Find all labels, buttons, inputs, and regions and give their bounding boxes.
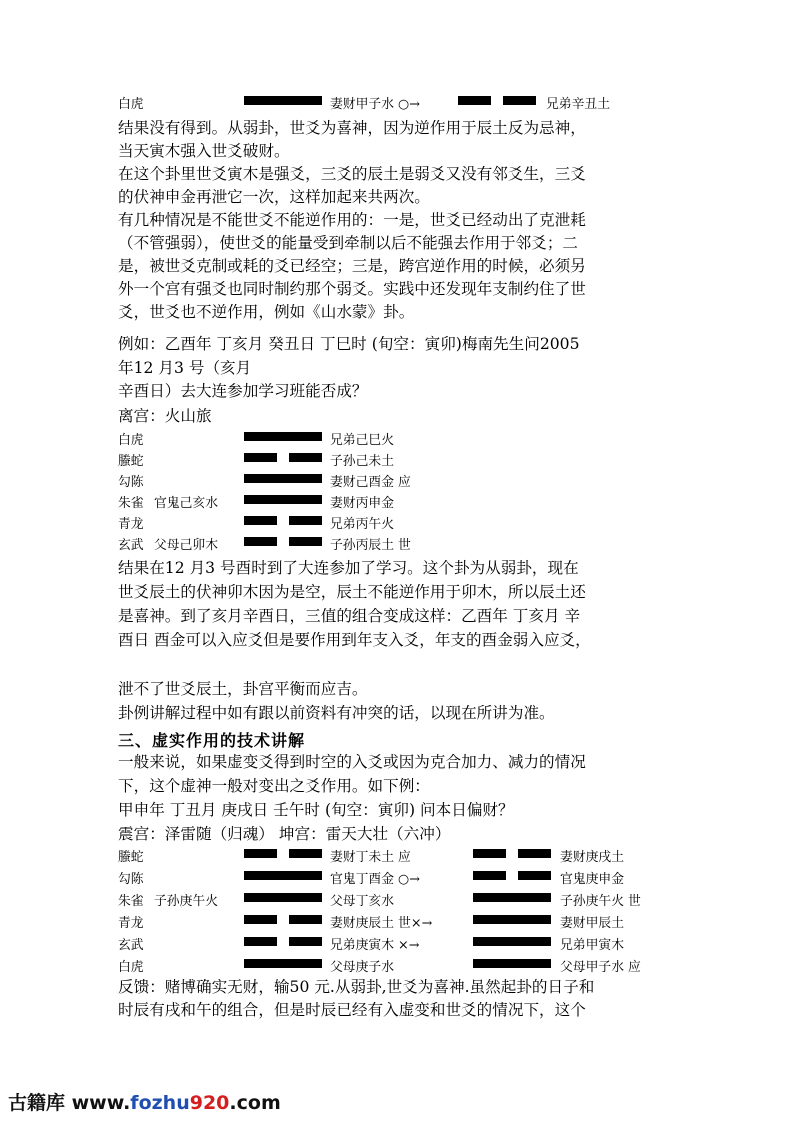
- hex-row: [118, 537, 518, 554]
- spirit-label: 玄武: [118, 538, 144, 553]
- hex-row: [118, 937, 678, 954]
- yang-line: [473, 937, 551, 946]
- section-heading: 三、虚实作用的技术讲解: [118, 731, 306, 750]
- yao-text: 兄弟庚寅木 ×→: [330, 938, 420, 953]
- hex-row: [118, 871, 678, 888]
- yin-line: [473, 849, 551, 858]
- yang-line: [244, 432, 322, 441]
- footer-site-name: 古籍库: [8, 1092, 72, 1114]
- yin-line: [244, 516, 322, 525]
- yang-line: [244, 871, 322, 880]
- paragraph-line: 下，这个虚神一般对变出之爻作用。如下例：: [118, 777, 430, 795]
- yao-text: 父母庚子水: [330, 960, 394, 975]
- paragraph-line: 外一个宫有强爻也同时制约那个弱爻。实践中还发现年支制约住了世: [118, 280, 586, 298]
- paragraph-line: （不管强弱），使世爻的能量受到牵制以后不能强去作用于邻爻；二: [118, 234, 579, 252]
- paragraph-line: 在这个卦里世爻寅木是强爻，三爻的辰土是弱爻又没有邻爻生，三爻: [118, 165, 586, 183]
- paragraph-line: 一般来说，如果虚变爻得到时空的入爻或因为克合加力、减力的情况: [118, 753, 586, 771]
- yang-line: [473, 893, 551, 902]
- hex-row: [118, 849, 678, 866]
- yang-line: [473, 959, 551, 968]
- spirit-label: 螣蛇: [118, 850, 144, 865]
- yang-line: [244, 495, 322, 504]
- yin-line: [244, 915, 322, 924]
- yao-text: 兄弟丙午火: [330, 517, 394, 532]
- yao-text: 兄弟甲寅木: [560, 938, 624, 953]
- yao-text: 妻财庚辰土 世×→: [330, 916, 433, 931]
- footer-url-number: 920: [189, 1092, 230, 1114]
- paragraph-line: 有几种情况是不能世爻不能逆作用的：一是，世爻已经动出了克泄耗: [118, 211, 586, 229]
- hex-row: [118, 959, 678, 976]
- yao-text: 妻财丙申金: [330, 496, 394, 511]
- spirit-label: 勾陈: [118, 475, 144, 490]
- yin-line: [244, 537, 322, 546]
- yao-text: 妻财己酉金 应: [330, 475, 411, 490]
- hidden-god: 官鬼己亥水: [154, 496, 218, 511]
- hex-row: [118, 893, 678, 910]
- footer-url-www: www.: [71, 1092, 131, 1114]
- hex-row: [118, 516, 518, 533]
- yang-line: [244, 474, 322, 483]
- paragraph-line: 例如：乙酉年 丁亥月 癸丑日 丁巳时 (旬空：寅卯)梅南先生问2005: [118, 335, 580, 353]
- palace-title: 离宫：火山旅: [118, 407, 212, 425]
- paragraph-line: 时辰有戌和午的组合，但是时辰已经有入虚变和世爻的情况下，这个: [118, 1001, 586, 1019]
- hidden-god: 子孙庚午火: [154, 894, 218, 909]
- yang-line: [473, 915, 551, 924]
- paragraph-line: 年12 月3 号（亥月: [118, 359, 252, 377]
- spirit-label: 白虎: [118, 433, 144, 448]
- yao-text: 官鬼庚申金: [560, 872, 624, 887]
- hex-row: [118, 432, 518, 449]
- yin-line: [244, 849, 322, 858]
- yao-text: 妻财丁未土 应: [330, 850, 411, 865]
- paragraph-line: 反馈：赌博确实无财，输50 元.从弱卦,世爻为喜神.虽然起卦的日子和: [118, 978, 595, 996]
- yao-text: 子孙己未土: [330, 454, 394, 469]
- hidden-god: 父母己卯木: [154, 538, 218, 553]
- yin-line: [458, 96, 536, 105]
- spirit-label: 青龙: [118, 916, 144, 931]
- spirit-label: 勾陈: [118, 872, 144, 887]
- spirit-label: 白虎: [118, 97, 144, 112]
- paragraph-line: 当天寅木强入世爻破财。: [118, 142, 290, 160]
- spirit-label: 朱雀: [118, 894, 144, 909]
- yao-text: 子孙庚午火 世: [560, 894, 641, 909]
- hex-row: [118, 915, 678, 932]
- paragraph-line: 卦例讲解过程中如有跟以前资料有冲突的话，以现在所讲为准。: [118, 704, 555, 722]
- paragraph-line: 辛酉日）去大连参加学习班能否成？: [118, 382, 368, 400]
- paragraph-line: 的伏神申金再泄它一次，这样加起来共两次。: [118, 188, 430, 206]
- paragraph-line: 结果在12 月3 号酉时到了大连参加了学习。这个卦为从弱卦，现在: [118, 559, 579, 577]
- yao-text: 父母甲子水 应: [560, 960, 641, 975]
- yao-text: 妻财甲辰土: [560, 916, 624, 931]
- yao-text: 妻财庚戌土: [560, 850, 624, 865]
- spirit-label: 白虎: [118, 960, 144, 975]
- paragraph-line: 世爻辰土的伏神卯木因为是空，辰土不能逆作用于卯木，所以辰土还: [118, 583, 586, 601]
- spirit-label: 朱雀: [118, 496, 144, 511]
- hex-row: [118, 495, 518, 512]
- paragraph-line: 泄不了世爻辰土，卦宫平衡而应吉。: [118, 680, 368, 698]
- yao-text: 兄弟辛丑土: [546, 97, 610, 112]
- top-hex-row: [118, 96, 678, 113]
- yao-text: 子孙丙辰土 世: [330, 538, 411, 553]
- hex-row: [118, 453, 518, 470]
- footer-url-domain: fozhu: [130, 1092, 190, 1114]
- yang-line: [244, 893, 322, 902]
- yao-text: 官鬼丁酉金 ○→: [330, 872, 420, 887]
- yang-line: [244, 959, 322, 968]
- yao-text: 兄弟己巳火: [330, 433, 394, 448]
- paragraph-line: 结果没有得到。从弱卦，世爻为喜神，因为逆作用于辰土反为忌神，: [118, 119, 586, 137]
- yin-line: [244, 453, 322, 462]
- paragraph-line: 酉日 酉金可以入应爻但是要作用到年支入爻，年支的酉金弱入应爻，: [118, 631, 591, 649]
- footer-url-tld: .com: [229, 1092, 281, 1114]
- paragraph-line: 甲申年 丁丑月 庚戌日 壬午时 (旬空：寅卯) 问本日偏财？: [118, 801, 514, 819]
- spirit-label: 青龙: [118, 517, 144, 532]
- yin-line: [244, 937, 322, 946]
- spirit-label: 螣蛇: [118, 454, 144, 469]
- paragraph-line: 是喜神。到了亥月辛酉日，三值的组合变成这样：乙酉年 丁亥月 辛: [118, 607, 581, 625]
- paragraph-line: 是，被世爻克制或耗的爻已经空；三是，跨宫逆作用的时候，必须另: [118, 257, 586, 275]
- spirit-label: 玄武: [118, 938, 144, 953]
- palace-title: 震宫：泽雷随（归魂） 坤宫：雷天大壮（六冲）: [118, 825, 451, 843]
- paragraph-line: 爻，世爻也不逆作用，例如《山水蒙》卦。: [118, 303, 415, 321]
- site-footer: [8, 1088, 281, 1115]
- yao-text: 妻财甲子水 ○→: [330, 97, 420, 112]
- yin-line: [473, 871, 551, 880]
- yao-text: 父母丁亥水: [330, 894, 394, 909]
- yang-line: [244, 96, 322, 105]
- hex-row: [118, 474, 518, 491]
